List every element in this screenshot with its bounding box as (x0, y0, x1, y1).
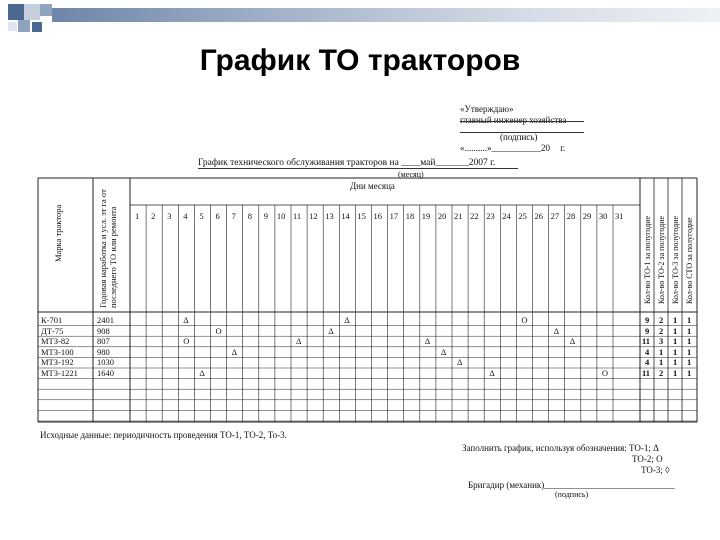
approval-line2: главный инженер хозяйства (460, 115, 567, 125)
schedule-mark: Δ (344, 315, 350, 325)
row-usage: 1640 (97, 368, 114, 378)
day-number: 3 (167, 211, 172, 221)
row-count: 1 (673, 368, 678, 378)
schedule-mark: Δ (296, 336, 302, 347)
day-number: 2 (151, 211, 156, 221)
header-count-4: Кол-во СТО за полугодие (685, 217, 694, 304)
row-usage: 908 (97, 325, 110, 336)
row-usage: 980 (97, 346, 110, 357)
schedule-mark: Δ (440, 346, 447, 357)
schedule-mark: Δ (424, 336, 431, 347)
schedule-mark: Δ (231, 346, 238, 357)
day-number: 1 (135, 211, 140, 221)
row-count: 9 (645, 315, 650, 325)
day-number: 5 (199, 211, 204, 221)
row-brand: К-701 (41, 315, 63, 325)
source-data-note: Исходные данные: периодичность проведения ТО-1, ТО-2, То-3. (40, 430, 287, 440)
row-count: 1 (673, 325, 678, 336)
day-number: 12 (309, 211, 318, 221)
brigadier-signature-label: (подпись) (555, 490, 589, 499)
day-number: 19 (421, 211, 431, 221)
day-number: 17 (389, 211, 399, 221)
schedule-mark: О (521, 315, 528, 325)
row-usage: 807 (97, 336, 110, 347)
fill-instruction: Заполнить график, используя обозначения: ТО-1; Δ (462, 443, 659, 453)
approval-line1: «Утверждаю» (460, 104, 514, 114)
header-count-2: Кол-во ТО-2 за полугодие (657, 215, 666, 304)
approval-date-line: «..........»___________20 г. (460, 143, 566, 153)
row-count: 1 (687, 336, 692, 347)
row-brand: МТЗ-192 (41, 357, 74, 368)
day-number: 11 (293, 211, 302, 221)
schedule-mark: О (601, 368, 609, 378)
schedule-mark: О (183, 336, 190, 347)
row-count: 9 (645, 325, 650, 336)
days-label: Дни месяца (350, 181, 395, 191)
day-number: 29 (582, 211, 592, 221)
day-number: 25 (518, 211, 527, 221)
header-usage: Годовая наработка и усл. эт га от последнего ТО или ремонта (98, 189, 118, 308)
row-count: 1 (673, 336, 678, 347)
day-number: 31 (615, 211, 624, 221)
day-number: 4 (183, 211, 188, 221)
day-number: 20 (437, 211, 447, 221)
day-number: 24 (502, 211, 511, 221)
brigadier-line: Бригадир (механик)_____________________________ (468, 480, 675, 490)
approval-signature-label: (подпись) (500, 132, 538, 142)
day-number: 8 (247, 211, 252, 221)
row-count: 1 (687, 346, 692, 357)
row-brand: МТЗ-82 (41, 336, 70, 347)
day-number: 27 (550, 211, 560, 221)
row-count: 2 (659, 325, 664, 336)
slide-title: График ТО тракторов (199, 44, 521, 77)
schedule-title: График технического обслуживания тракторов на ____май_______2007 г. (198, 158, 496, 168)
row-count: 4 (645, 357, 650, 368)
header-brand: Марка трактора (53, 204, 63, 262)
day-number: 18 (405, 211, 415, 221)
row-usage: 2401 (97, 315, 114, 325)
row-usage: 1030 (97, 357, 114, 368)
legend-to3: ТО-3; ◊ (641, 465, 670, 475)
row-count: 1 (687, 315, 692, 325)
header-count-1: Кол-во ТО-1 за полугодие (643, 215, 652, 304)
schedule-mark: Δ (457, 357, 463, 368)
schedule-mark: Δ (569, 336, 576, 347)
row-count: 4 (645, 346, 650, 357)
row-count: 1 (659, 357, 664, 368)
row-count: 3 (659, 336, 664, 347)
row-count: 1 (673, 357, 678, 368)
day-number: 14 (341, 211, 350, 221)
row-count: 1 (673, 346, 678, 357)
row-count: 2 (659, 368, 664, 378)
row-count: 1 (659, 346, 664, 357)
row-count: 1 (687, 357, 692, 368)
legend-to2: ТО-2; О (632, 454, 663, 464)
schedule-mark: Δ (183, 315, 189, 325)
day-number: 10 (276, 211, 286, 221)
day-number: 26 (534, 211, 543, 221)
row-count: 1 (673, 315, 678, 325)
row-count: 1 (687, 325, 692, 336)
row-brand: МТЗ-100 (41, 346, 74, 357)
day-number: 13 (325, 211, 334, 221)
row-count: 11 (642, 368, 651, 378)
schedule-mark: Δ (199, 368, 205, 378)
row-count: 1 (687, 368, 692, 378)
month-label: (месяц) (398, 170, 424, 179)
day-number: 22 (470, 211, 479, 221)
day-number: 28 (566, 211, 576, 221)
schedule-mark: О (215, 325, 222, 336)
header-count-3: Кол-во ТО-3 за полугодие (671, 215, 680, 304)
day-number: 15 (357, 211, 366, 221)
day-number: 16 (373, 211, 382, 221)
day-number: 7 (231, 211, 236, 221)
row-brand: МТЗ-1221 (41, 368, 78, 378)
row-count: 2 (659, 315, 664, 325)
day-number: 9 (263, 211, 269, 221)
schedule-mark: Δ (489, 368, 495, 378)
day-number: 23 (486, 211, 495, 221)
schedule-mark: Δ (328, 325, 334, 336)
schedule-mark: Δ (553, 325, 560, 336)
row-brand: ДТ-75 (41, 325, 64, 336)
day-number: 6 (215, 211, 220, 221)
day-number: 30 (598, 211, 608, 221)
row-count: 11 (642, 336, 651, 347)
approval-year-suffix: г. (560, 143, 566, 153)
day-number: 21 (454, 211, 463, 221)
